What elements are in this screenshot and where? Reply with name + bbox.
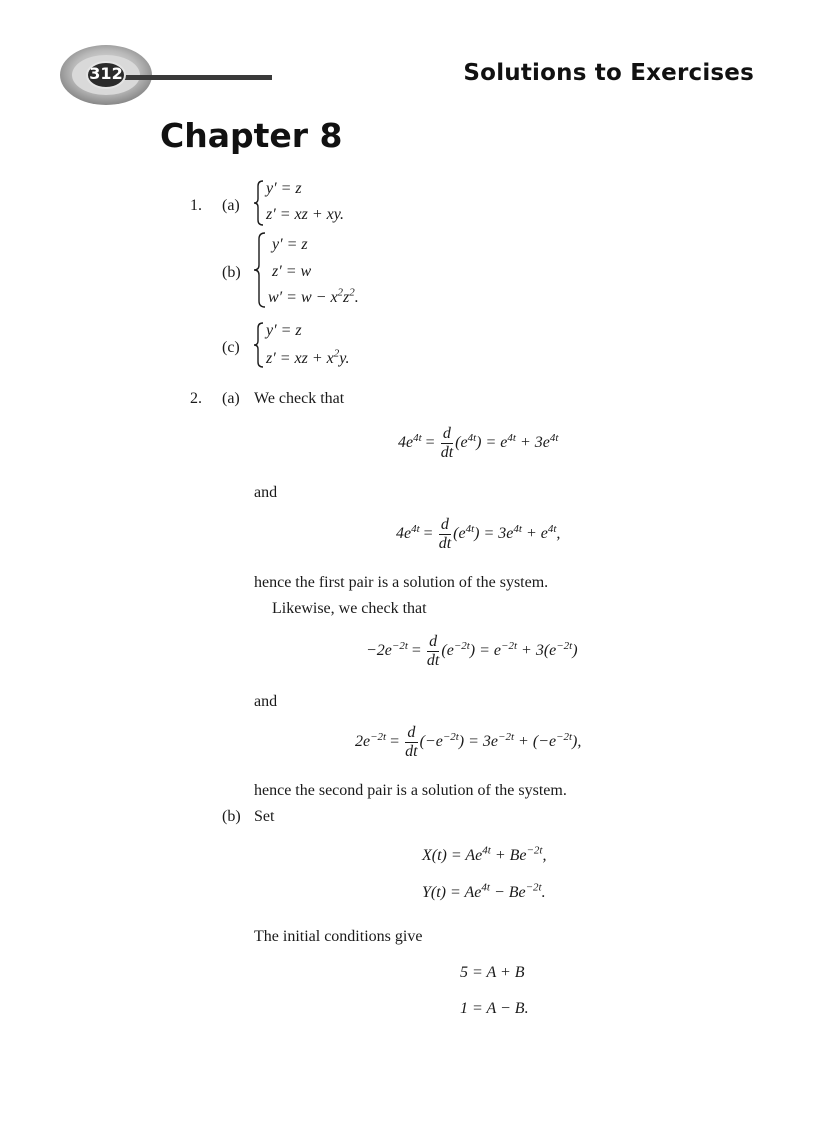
text-we-check: We check that xyxy=(254,390,345,407)
exercise-1a-label: (a) xyxy=(222,197,240,214)
eq-2a-1: $4e^{4t}$ = $\frac{d}{dt}$ $(e^{4t}) = e^{4t} + 3e^{4t}$ xyxy=(398,425,559,461)
eq-1b-2: z′ = w xyxy=(272,263,312,280)
chapter-title: Chapter 8 xyxy=(160,116,343,155)
exercise-2a-label: (a) xyxy=(222,390,240,407)
eq-1c-2: z′ = xz + $x^2y$. xyxy=(266,347,350,367)
eq-2a-3: $-2e^{-2t}$ = $\frac{d}{dt}$ $(e^{-2t}) = e^{-2t} + 3(e^{-2t})$ xyxy=(366,633,578,669)
eq-2a-4: $2e^{-2t}$ = $\frac{d}{dt}$ $(-e^{-2t}) = 3e^{-2t} + (-e^{-2t})$, xyxy=(355,724,582,760)
exercise-2b-label: (b) xyxy=(222,808,241,825)
eq-1a-2: z′ = xz + xy. xyxy=(266,206,344,223)
exercise-1b-label: (b) xyxy=(222,264,241,281)
exercise-2-number: 2. xyxy=(190,390,202,407)
text-and-1: and xyxy=(254,484,278,501)
eq-1c-1: y′ = z xyxy=(266,322,302,339)
eq-2b-x: $X(t) = Ae^{4t} + Be^{-2t}$, xyxy=(422,844,547,864)
eq-2b-1: 1 = A − B. xyxy=(460,1000,529,1017)
text-hence-first: hence the first pair is a solution of the system. xyxy=(254,574,549,591)
text-likewise: Likewise, we check that xyxy=(272,600,427,617)
eq-2b-5: 5 = A + B xyxy=(460,964,525,981)
brace-1b xyxy=(252,232,268,308)
eq-1b-3: $w' = w - x^2z^2$. xyxy=(268,286,359,306)
brace-1c xyxy=(252,322,266,368)
page-number: 312 xyxy=(89,64,123,83)
eq-2a-2: $4e^{4t}$ = $\frac{d}{dt}$ $(e^{4t}) = 3e^{4t} + e^{4t}$, xyxy=(396,516,561,552)
running-head: Solutions to Exercises xyxy=(463,60,754,86)
exercise-1-number: 1. xyxy=(190,197,202,214)
eq-2b-y: $Y(t) = Ae^{4t} - Be^{-2t}$. xyxy=(422,881,546,901)
brace-1a xyxy=(252,180,266,226)
eq-1a-1: y′ = z xyxy=(266,180,302,197)
text-set: Set xyxy=(254,808,275,825)
text-and-2: and xyxy=(254,693,278,710)
text-hence-second: hence the second pair is a solution of the system. xyxy=(254,782,567,799)
exercise-1c-label: (c) xyxy=(222,339,240,356)
text-initial-conditions: The initial conditions give xyxy=(254,928,423,945)
page-number-tab xyxy=(58,42,273,108)
eq-1b-1: y′ = z xyxy=(272,236,308,253)
